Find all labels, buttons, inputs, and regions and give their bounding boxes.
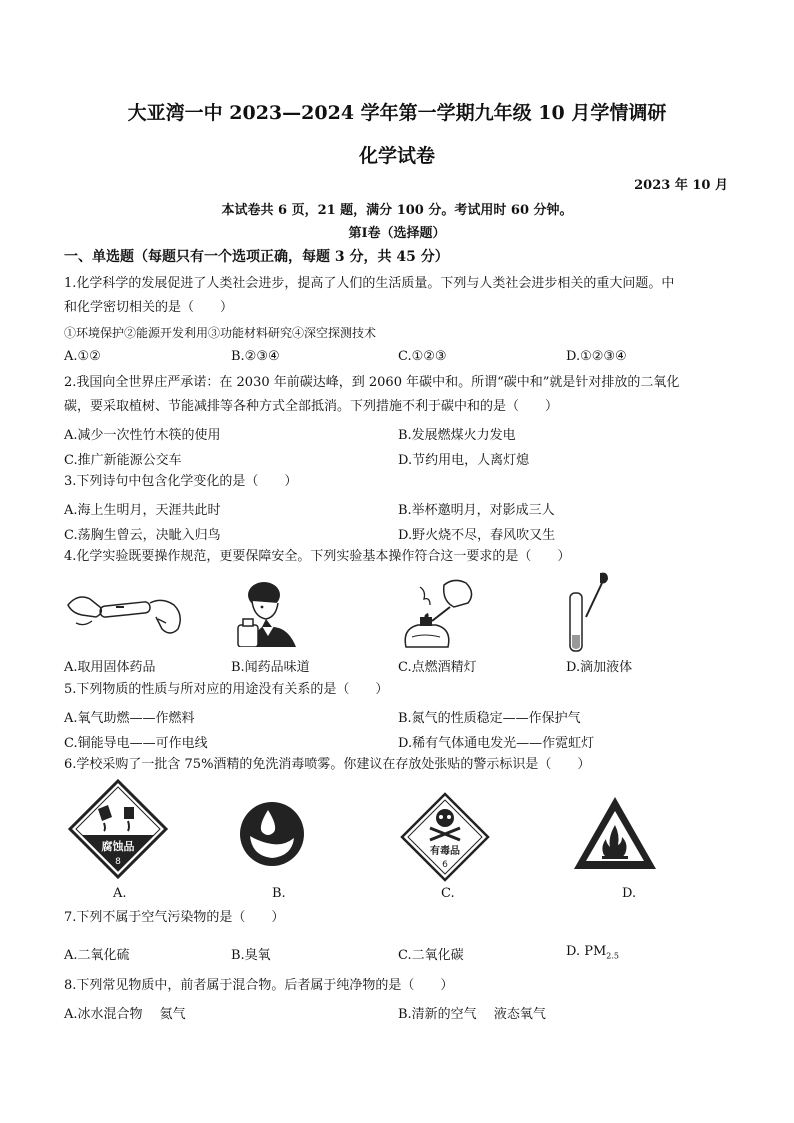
q7-option-c: C.二氧化碳 [398,948,464,963]
corrosive-sign-label: 腐蚀品 [101,840,135,853]
q6-option-c: C. [441,886,455,901]
q2-option-a: A.减少一次性竹木筷的使用 [64,428,221,443]
q2-stem-line2: 碳，要采取植树、节能减排等各种方式全部抵消。下列措施不利于碳中和的是（ ） [64,399,559,414]
toxic-sign-label: 有毒品 [430,846,460,857]
q8-option-a: A.冰水混合物 氦气 [64,1007,186,1022]
exam-intro: 本试卷共 6 页，21 题，满分 100 分。考试用时 60 分钟。 [221,203,573,218]
title-line2: 化学试卷 [358,145,435,167]
q5-option-c: C.铜能导电——可作电线 [64,736,208,751]
q7-option-b: B.臭氧 [231,948,271,963]
toxic-sign-number: 6 [442,860,448,870]
figure-smell-reagent [232,577,302,647]
q1-items: ①环境保护②能源开发利用③功能材料研究④深空探测技术 [64,326,377,340]
q8-stem: 8.下列常见物质中，前者属于混合物。后者属于纯净物的是（ ） [64,978,454,993]
q5-option-b: B.氮气的性质稳定——作保护气 [398,711,581,726]
corrosive-sign-icon [68,779,168,879]
figure-take-solid-reagent [66,583,186,643]
corrosive-sign-number: 8 [115,857,121,867]
q3-option-b: B.举杯邀明月，对影成三人 [398,503,555,518]
q3-option-d: D.野火烧不尽，春风吹又生 [398,528,556,543]
q7-option-d [566,944,619,961]
q1-stem-line2: 和化学密切相关的是（ ） [64,300,234,315]
q1-stem-line1: 1.化学科学的发展促进了人类社会进步，提高了人们的生活质量。下列与人类社会进步相关的重大问题。中 [64,276,675,291]
q5-option-d: D.稀有气体通电发光——作霓虹灯 [398,736,595,751]
q1-option-c: C.①②③ [398,349,447,364]
q7-option-a: A.二氧化硫 [64,948,130,963]
q2-option-c: C.推广新能源公交车 [64,453,182,468]
q7-option-d-main: D. PM [566,944,607,959]
q6-stem: 6.学校采购了一批含 75%酒精的免洗消毒喷雾。你建议在存放处张贴的警示标识是（ ） [64,757,591,772]
q1-option-b: B.②③④ [231,349,280,364]
q5-option-a: A.氧气助燃——作燃料 [64,711,195,726]
q3-stem: 3.下列诗句中包含化学变化的是（ ） [64,474,298,489]
q6-option-d: D. [622,886,637,901]
q3-option-a: A.海上生明月，天涯共此时 [64,503,221,518]
q5-stem: 5.下列物质的性质与所对应的用途没有关系的是（ ） [64,682,389,697]
q2-option-b: B.发展燃煤火力发电 [398,428,516,443]
q4-option-c: C.点燃酒精灯 [398,660,477,675]
q1-option-a: A.①② [64,349,101,364]
toxic-sign-icon [400,792,490,882]
figure-light-alcohol-lamp [400,577,480,649]
q6-option-b: B. [272,886,286,901]
q6-option-a: A. [113,886,127,901]
q2-stem-line1: 2.我国向全世界庄严承诺：在 2030 年前碳达峰，到 2060 年碳中和。所谓“碳中和”就是针对排放的二氧化 [64,375,680,390]
q8-option-b: B.清新的空气 液态氧气 [398,1007,546,1022]
section-heading: 一、单选题（每题只有一个选项正确，每题 3 分，共 45 分） [64,249,449,265]
q1-option-d: D.①②③④ [566,349,627,364]
part-title: 第Ⅰ卷（选择题） [348,226,446,241]
q2-option-d: D.节约用电，人离灯熄 [398,453,530,468]
figure-drop-liquid [564,569,624,654]
exam-date: 2023 年 10 月 [634,178,728,193]
q4-option-a: A.取用固体药品 [64,660,156,675]
q7-stem: 7.下列不属于空气污染物的是（ ） [64,910,285,925]
q3-option-c: C.荡胸生曾云，决眦入归鸟 [64,528,221,543]
title-line1: 大亚湾一中 2023—2024 学年第一学期九年级 10 月学情调研 [127,102,667,124]
water-saving-sign-icon [238,800,306,868]
q4-option-d: D.滴加液体 [566,660,633,675]
q4-stem: 4.化学实验既要操作规范，更要保障安全。下列实验基本操作符合这一要求的是（ ） [64,549,571,564]
q7-option-d-subscript: 2.5 [606,951,620,961]
q4-option-b: B.闻药品味道 [231,660,310,675]
flammable-sign-icon [572,795,658,871]
